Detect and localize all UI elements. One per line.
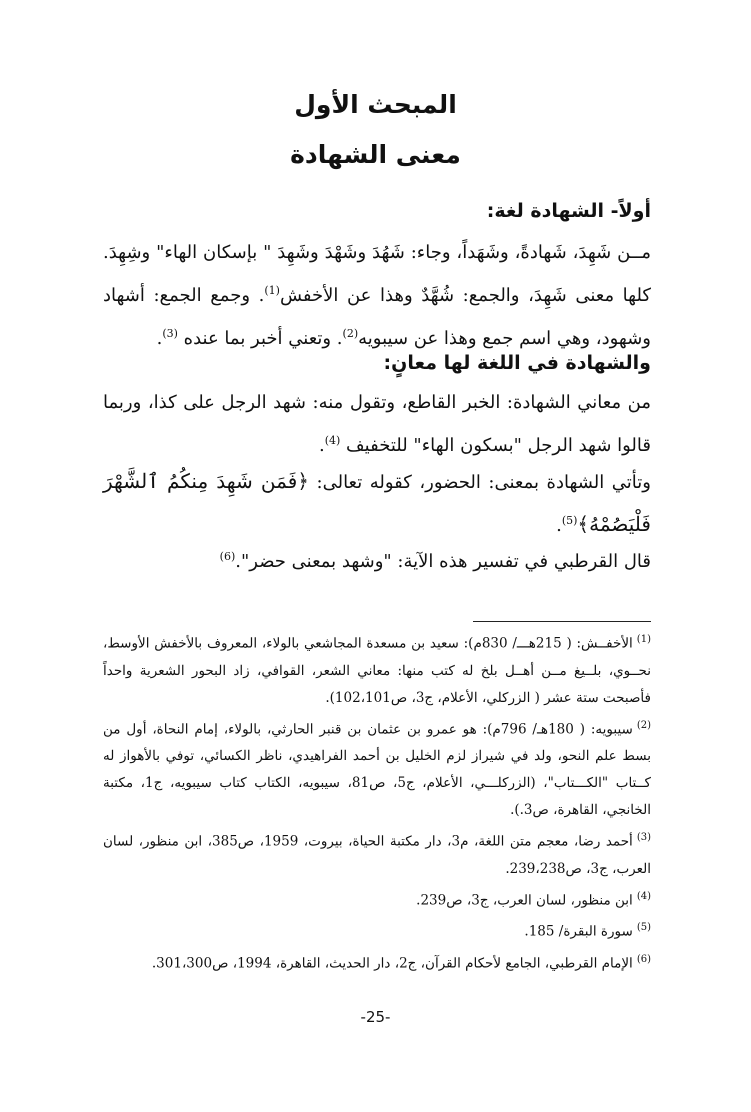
footnote-ref-6[interactable]: (6)	[219, 550, 236, 563]
footnote-1	[103, 626, 651, 712]
footnote-number: (5)	[636, 922, 651, 933]
footnotes	[103, 626, 651, 977]
paragraph-qurtubi	[103, 538, 651, 581]
paragraph-text: .	[156, 328, 163, 349]
paragraph-meaning-news	[103, 384, 651, 465]
footnote-number: (3)	[636, 832, 651, 843]
footnote-text: سيبويه: ( 180هـ/ 796م): هو عمرو بن عثمان بن قنبر الحارثي، بالولاء، إمام النحاة، أول من بسط علم النحو، ولد في شيراز لزم الخليل بن أحمد الفراهيدي، ناظر الكسائي، توفي بالأهواز له كــتاب "الكـــتاب"، (الزركلـــي، الأعلام، ج5، ص81، سيبويه، الكتاب كتاب سيبويه، ج1، مكتبة الخانجي، القاهرة، ص3.).	[103, 721, 651, 818]
paragraph-text: من معاني الشهادة: الخبر القاطع، وتقول منه: شهد الرجل على كذا، وربما قالوا شهد الرجل "بسكون الهاء" للتخفيف	[103, 392, 651, 456]
paragraph-text: .	[556, 515, 562, 536]
paragraph-text: .	[318, 435, 325, 456]
footnote-text: الإمام القرطبي، الجامع لأحكام القرآن، ج2، دار الحديث، القاهرة، 1994، ص301،300.	[151, 955, 633, 971]
footnote-number: (6)	[636, 953, 651, 965]
section-heading-linguistic: أولاً- الشهادة لغة:	[486, 200, 651, 222]
footnote-ref-1[interactable]: (1)	[264, 284, 280, 297]
footnote-text: ابن منظور، لسان العرب، ج3، ص239.	[416, 892, 633, 908]
footnote-text: سورة البقرة/ 185.	[524, 923, 633, 940]
footnote-2	[103, 712, 651, 825]
section-heading-meanings: والشهادة في اللغة لها معانٍ:	[383, 352, 651, 374]
footnote-ref-4[interactable]: (4)	[324, 434, 341, 447]
footnote-ref-3[interactable]: (3)	[162, 327, 178, 340]
footnote-text: الأخفــش: ( 215هـــ/ 830م): سعيد بن مسعدة المجاشعي بالولاء، المعروف بالأخفش الأوسط، نحــوي، بلــيغ مــن أهــل بلخ له كتب منها: معاني الشعر، القوافي، زاد البحور الشعرية واحداً فأصبحت ستة عشر ( الزركلي، الأعلام، ج3، ص102،101).	[103, 635, 651, 706]
footnote-5	[103, 914, 651, 946]
quran-verse: ﴿فَمَن شَهِدَ مِنكُمُ ٱلشَّهْرَ فَلْيَصُمْهُ﴾	[103, 469, 651, 536]
footnote-6	[103, 946, 651, 978]
footnote-number: (2)	[636, 719, 652, 731]
footnote-text: أحمد رضا، معجم متن اللغة، م3، دار مكتبة الحياة، بيروت، 1959، ص385، ابن منظور، لسان العرب، ج3، ص239،238.	[103, 833, 651, 877]
footnote-4	[103, 883, 651, 915]
paragraph-text: . وجمع الجمع: أشهاد وشهود، وهي اسم جمع وهذا عن سيبويه	[103, 285, 651, 349]
footnote-ref-5[interactable]: (5)	[561, 514, 578, 527]
page-number: -25-	[360, 1008, 391, 1026]
page-subtitle: معنى الشهادة	[290, 140, 461, 169]
footnote-3	[103, 824, 651, 883]
page-title: المبحث الأول	[294, 90, 457, 119]
footnote-divider	[473, 621, 651, 622]
paragraph-text: مــن شَهِدَ، شَهادةً، وشَهَداً، وجاء: شَهُدَ وشَهْدَ وشَهِدَ " بإسكان الهاء" وشِهِدَ. كلها معنى شَهِدَ، والجمع: شُهَّدٌ وهذا عن الأخفش	[103, 242, 651, 306]
footnote-ref-2[interactable]: (2)	[342, 327, 359, 340]
footnote-number: (4)	[636, 890, 651, 902]
paragraph-meaning-presence	[103, 462, 651, 545]
paragraph-text: وتأتي الشهادة بمعنى: الحضور، كقوله تعالى:	[309, 472, 651, 493]
footnote-number: (1)	[636, 634, 651, 645]
paragraph-text: قال القرطبي في تفسير هذه الآية: "وشهد بمعنى حضر".	[235, 551, 651, 572]
paragraph-text: . وتعني أخبر بما عنده	[177, 328, 343, 349]
paragraph-definition	[103, 234, 651, 358]
